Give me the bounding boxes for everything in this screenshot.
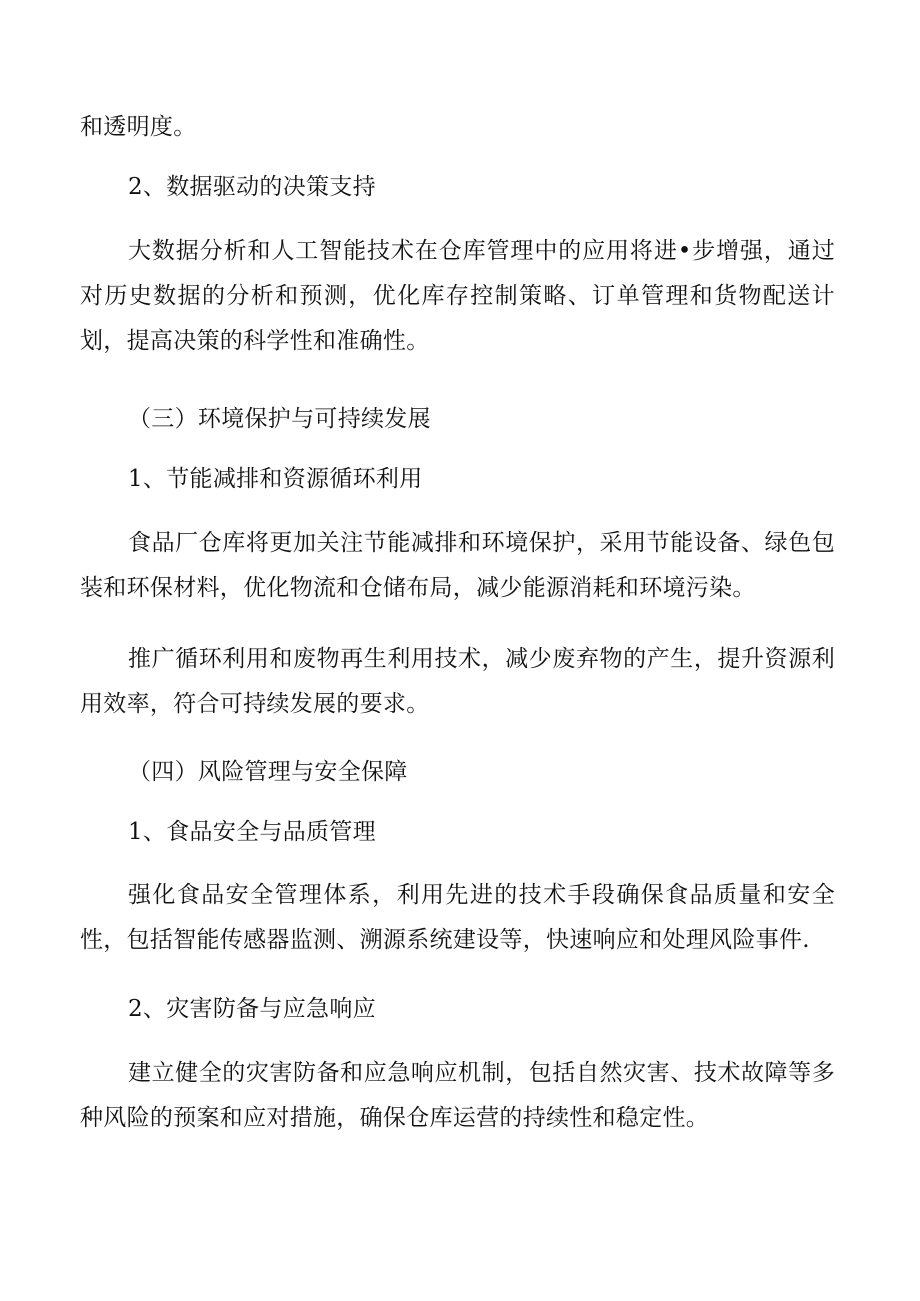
chapter-heading-environment-protection: （三）环境保护与可持续发展 [128,406,431,432]
paragraph-disaster-response: 建立健全的灾害防备和应急响应机制，包括自然灾害、技术故障等多种风险的预案和应对措施，确保仓库运营的持续性和稳定性。 [80,1060,835,1131]
paragraph-data-driven-decision: 大数据分析和人工智能技术在仓库管理中的应用将进•步增强，通过对历史数据的分析和预测，优化库存控制策略、订单管理和货物配送计划，提高决策的科学性和准确性。 [80,238,835,354]
paragraph-food-safety: 强化食品安全管理体系，利用先进的技术手段确保食品质量和安全性，包括智能传感器监测、溯源系统建设等，快速响应和处理风险事件. [80,882,835,953]
chapter-heading-risk-management: （四）风险管理与安全保障 [128,759,408,785]
paragraph-continuation: 和透明度。 [80,114,197,140]
section-heading-disaster-response: 2、灾害防备与应急响应 [128,996,376,1022]
paragraph-recycling: 推广循环利用和废物再生利用技术，减少废弃物的产生，提升资源利用效率，符合可持续发展的要求。 [80,646,835,717]
section-heading-food-safety: 1、食品安全与品质管理 [128,819,376,845]
section-heading-data-driven-decision: 2、数据驱动的决策支持 [128,174,376,200]
paragraph-energy-saving: 食品厂仓库将更加关注节能减排和环境保护，采用节能设备、绿色包装和环保材料，优化物流和仓储布局，减少能源消耗和环境污染。 [80,530,835,601]
section-heading-energy-saving: 1、节能减排和资源循环利用 [128,466,423,492]
